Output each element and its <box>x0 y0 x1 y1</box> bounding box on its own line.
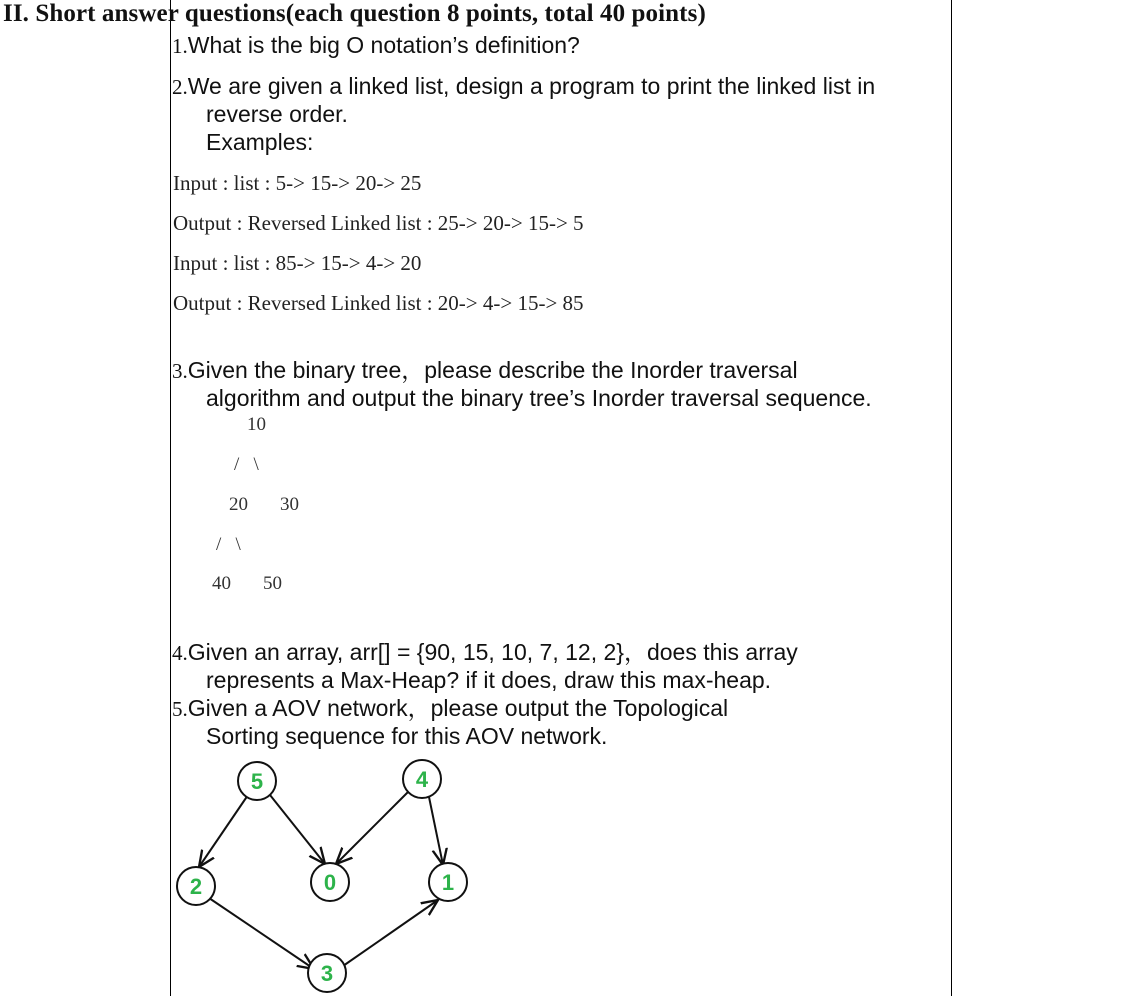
example-input-1: Input : list : 5-> 15-> 20-> 25 <box>173 171 422 195</box>
question-2-number: 2. <box>172 75 188 99</box>
edge-5-2 <box>199 795 248 867</box>
node-5-label: 5 <box>250 769 264 794</box>
node-0 <box>311 863 349 901</box>
question-1-text: What is the big O notation’s definition? <box>187 32 580 58</box>
tree-root: 10 <box>247 414 266 435</box>
question-1-number: 1. <box>172 34 188 58</box>
node-0-label: 0 <box>323 870 337 895</box>
edge-4-0 <box>336 792 408 864</box>
question-3-line-2: algorithm and output the binary tree’s Inorder traversal sequence. <box>206 385 872 411</box>
question-1 <box>172 31 580 60</box>
question-5 <box>172 694 728 723</box>
tree-node-40: 40 <box>212 573 231 594</box>
example-output-2: Output : Reversed Linked list : 20-> 4-> 15-> 85 <box>173 291 584 315</box>
node-2 <box>177 867 215 905</box>
edge-3-1 <box>343 900 438 966</box>
question-2-line-2: reverse order. <box>206 101 348 127</box>
node-1-label: 1 <box>441 870 455 895</box>
question-4 <box>172 638 798 667</box>
question-2-line-1: We are given a linked list, design a program to print the linked list in <box>187 73 876 99</box>
node-4 <box>403 760 441 798</box>
question-5-line-2: Sorting sequence for this AOV network. <box>206 723 608 749</box>
question-2 <box>172 72 875 101</box>
node-1 <box>429 863 467 901</box>
example-output-1: Output : Reversed Linked list : 25-> 20-> 15-> 5 <box>173 211 584 235</box>
tree-node-30: 30 <box>280 494 299 515</box>
node-3 <box>308 954 346 992</box>
question-3-number: 3. <box>172 359 188 383</box>
aov-network-graph <box>170 755 500 996</box>
question-2-line-3: Examples: <box>206 129 314 155</box>
edge-2-3 <box>209 898 314 969</box>
question-3 <box>172 356 798 385</box>
section-title: II. Short answer questions(each question 8 points, total 40 points) <box>3 0 706 27</box>
tree-node-50: 50 <box>263 573 282 594</box>
tree-branch-level-1: / \ <box>234 454 259 475</box>
question-4-line-2: represents a Max-Heap? if it does, draw this max-heap. <box>206 667 772 693</box>
node-2-label: 2 <box>189 874 203 899</box>
edge-4-1 <box>429 797 443 865</box>
edge-5-0 <box>270 795 325 864</box>
question-4-line-1: Given an array, arr[] = {90, 15, 10, 7, 12, 2}，does this array <box>187 639 798 665</box>
question-3-line-1: Given the binary tree，please describe the Inorder traversal <box>187 357 798 383</box>
question-5-line-1: Given a AOV network，please output the Topological <box>187 695 729 721</box>
example-input-2: Input : list : 85-> 15-> 4-> 20 <box>173 251 422 275</box>
node-3-label: 3 <box>320 961 334 986</box>
node-4-label: 4 <box>415 767 429 792</box>
node-5 <box>238 762 276 800</box>
question-5-number: 5. <box>172 697 188 721</box>
question-4-number: 4. <box>172 641 188 665</box>
tree-branch-level-2: / \ <box>216 534 241 555</box>
tree-node-20: 20 <box>229 494 248 515</box>
